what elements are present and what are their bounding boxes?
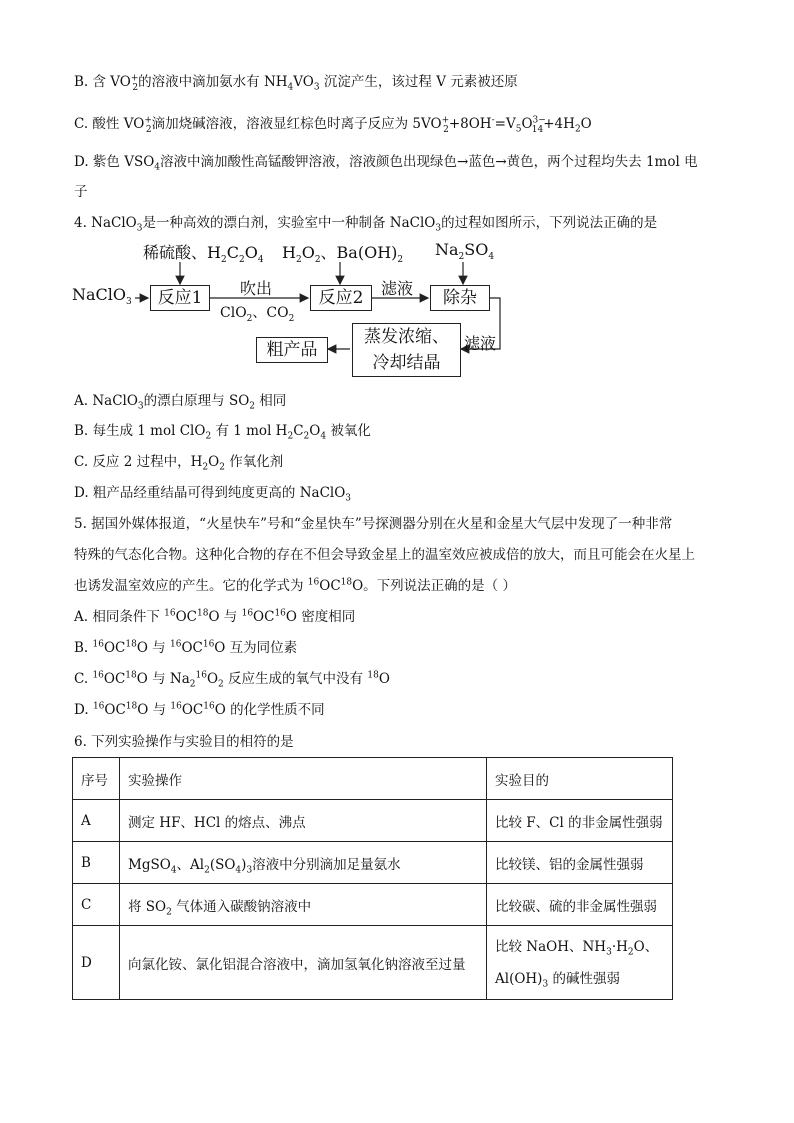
box-evaporate-crystallize — [352, 323, 461, 377]
row-id: B — [73, 842, 120, 884]
label-blow-out: 吹出 — [240, 279, 273, 298]
q3-option-c: C. 酸性 $VO^+_2$滴加烧碱溶液，溶液显红棕色时离子反应为 $5VO^+_2+8OH^-=V_5O^{3-}_{14}+4H_2O$ — [74, 115, 592, 135]
header-id: 序号 — [73, 758, 120, 800]
q5-option-a: A. 相同条件下 $^{16}$OC$^{18}$O 与 $^{16}$OC$^{16}$O 密度相同 — [74, 608, 356, 625]
preparation-flowchart — [70, 238, 510, 378]
q4-option-d: D. 粗产品经重结晶可得到纯度更高的 NaClO$_3$ — [74, 485, 352, 504]
box4-line1: 蒸发浓缩、 — [364, 327, 449, 347]
q5-option-d: D. $^{16}$OC$^{18}$O 与 $^{16}$OC$^{16}$O 的化学性质不同 — [74, 701, 325, 718]
reagent-3: $Na_2SO_4$ — [435, 240, 495, 263]
box-crude-product: 粗产品 — [256, 337, 328, 363]
q5-option-b: B. $^{16}$OC$^{18}$O 与 $^{16}$OC$^{16}$O 互为同位素 — [74, 639, 298, 656]
reagent-2: $H_2O_2$、$Ba(OH)_2$ — [282, 243, 404, 266]
table-row — [73, 842, 673, 884]
box-reaction-2: 反应2 — [310, 285, 372, 311]
reagent-1: 稀硫酸、$H_2C_2O_4$ — [143, 243, 264, 266]
row-operation: 测定 HF、HCl 的熔点、沸点 — [120, 800, 487, 842]
row-goal: 比较碳、硫的非金属性强弱 — [487, 884, 673, 926]
q3-option-d-cont: 子 — [74, 184, 88, 200]
row-goal: 比较 F、Cl 的非金属性强弱 — [487, 800, 673, 842]
label-filtrate-2: 滤液 — [464, 334, 497, 353]
q3-option-b: B. 含 $VO^+_2$的溶液中滴加氨水有 $NH_4VO_3$ 沉淀产生，该过程 V 元素被还原 — [74, 73, 518, 93]
q5-stem-line2: 特殊的气态化合物。这种化合物的存在不但会导致金星上的温室效应被成倍的放大，而且可能会在火星上 — [74, 547, 695, 563]
row-id: C — [73, 884, 120, 926]
row-operation: MgSO$_4$、$Al_2(SO_4)_3$溶液中分别滴加足量氨水 — [120, 842, 487, 884]
label-filtrate-1: 滤液 — [381, 279, 414, 298]
header-operation: 实验操作 — [120, 758, 487, 800]
table-row — [73, 800, 673, 842]
row-goal: 比较 NaOH、$NH_3\cdot H_2O$、 $Al(OH)_3$ 的碱性强弱 — [487, 926, 673, 1000]
row-id: A — [73, 800, 120, 842]
q5-stem-line3: 也诱发温室效应的产生。它的化学式为 $^{16}$OC$^{18}$O。下列说法正确的是（ ） — [74, 577, 516, 594]
row-operation: 将 $SO_2$ 气体通入碳酸钠溶液中 — [120, 884, 487, 926]
table-header-row — [73, 758, 673, 800]
row-goal: 比较镁、铝的金属性强弱 — [487, 842, 673, 884]
q4-option-b: B. 每生成 1 mol ClO$_2$ 有 1 mol $H_2C_2O_4$ 被氧化 — [74, 423, 371, 442]
label-gases: ClO$_2$、$CO_2$ — [220, 305, 295, 324]
q5-option-c: C. $^{16}$OC$^{18}$O 与 $Na_2^{16}O_2$ 反应生成的氧气中没有 $^{18}$O — [74, 670, 390, 690]
q6-stem: 6. 下列实验操作与实验目的相符的是 — [74, 734, 294, 750]
box-reaction-1: 反应1 — [150, 285, 210, 311]
q5-stem-line1: 5. 据国外媒体报道，“火星快车”号和“金星快车”号探测器分别在火星和金星大气层中发现了一种非常 — [74, 516, 673, 532]
table-row — [73, 926, 673, 1000]
q4-option-c: C. 反应 2 过程中，$H_2O_2$ 作氧化剂 — [74, 454, 284, 473]
q4-stem: 4. NaClO$_3$是一种高效的漂白剂，实验室中一种制备 NaClO$_3$的过程如图所示，下列说法正确的是 — [74, 215, 658, 234]
q3-option-d: D. 紫色 $VSO_4$溶液中滴加酸性高锰酸钾溶液，溶液颜色出现绿色→蓝色→黄色，两个过程均失去 1mol 电 — [74, 154, 698, 173]
experiment-table — [72, 757, 673, 1000]
box-purification: 除杂 — [430, 285, 490, 311]
row-id: D — [73, 926, 120, 1000]
row-operation: 向氯化铵、氯化铝混合溶液中，滴加氢氧化钠溶液至过量 — [120, 926, 487, 1000]
q4-option-a: A. NaClO$_3$的漂白原理与 $SO_2$ 相同 — [74, 393, 287, 412]
table-row — [73, 884, 673, 926]
start-material: NaClO$_3$ — [72, 285, 132, 308]
header-goal: 实验目的 — [487, 758, 673, 800]
box4-line2: 冷却结晶 — [372, 353, 441, 373]
